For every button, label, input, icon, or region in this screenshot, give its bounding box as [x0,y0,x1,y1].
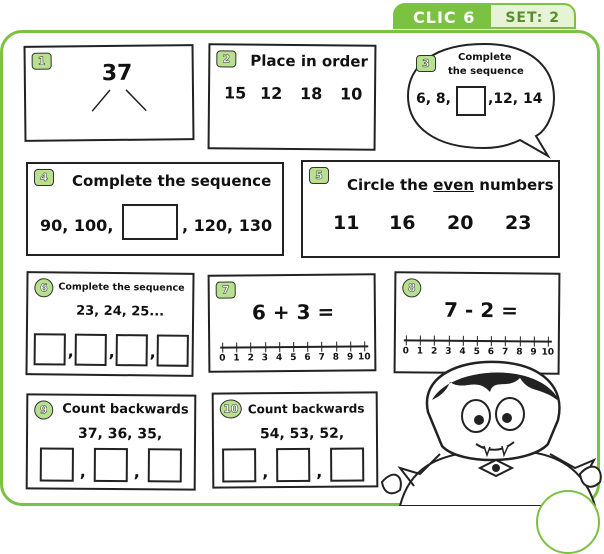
question-6 [25,271,194,377]
comma: , [79,461,86,481]
sequence: 37, 36, 35, [78,425,163,443]
number-line-label: 6 [304,352,311,363]
number-line-label: 2 [247,353,254,364]
number-line-label: 1 [233,353,240,364]
circle-number-3[interactable]: 20 [447,212,474,234]
clic-title: CLIC 6 [393,3,491,29]
header-tabs [393,3,576,29]
corner-circle-decoration [536,490,600,554]
question-number: 5 [309,167,329,184]
equation: 7 - 2 = [444,297,518,323]
number-line-tick [434,336,435,346]
number-line-label: 7 [501,347,509,358]
comma: , [316,461,323,481]
number-line-label: 4 [459,346,466,357]
partition-number: 37 [101,60,133,87]
number-line-label: 4 [275,353,283,364]
number-line-label: 8 [332,352,340,363]
title-even: even [433,176,475,194]
number-line-label: 5 [290,352,297,364]
number-line-tick [364,341,365,351]
answer-box[interactable] [122,204,178,240]
number-line-tick [322,342,323,352]
number-line-tick [477,336,478,346]
number-line-tick [236,342,237,352]
question-title: Count backwards [247,401,365,417]
question-number: 8 [402,278,421,297]
number-line-label: 9 [346,352,354,363]
sequence: 23, 24, 25... [76,303,165,320]
circle-number-2[interactable]: 16 [389,212,416,234]
question-number: 7 [216,281,236,298]
partition-branches [86,87,156,118]
number-line-tick [491,336,492,346]
number-line-tick [519,336,520,346]
number-line-tick [265,342,266,352]
number-line-tick [406,335,407,345]
question-number: 4 [34,169,54,186]
number-line-label: 3 [445,346,452,357]
number-line-tick [336,342,337,352]
answer-box-3[interactable] [330,448,364,482]
number-2: 12 [259,83,283,103]
number-4: 10 [339,84,363,104]
question-number: 6 [34,278,53,297]
question-number: 2 [216,50,236,67]
sequence: 54, 53, 52, [259,425,345,443]
equation: 6 + 3 = [251,299,335,325]
number-line-tick [279,342,280,352]
number-line-label: 6 [487,347,495,358]
answer-box-4[interactable] [157,334,189,366]
question-1 [24,44,195,142]
comma: , [67,341,74,361]
number-line [219,341,371,364]
number-line-tick [420,336,421,346]
number-line-label: 3 [261,353,269,364]
sequence-end: , 120, 130 [182,216,273,235]
number-line-tick [350,341,351,351]
answer-box-1[interactable] [34,333,66,365]
number-line-tick [505,336,506,346]
number-line-label: 0 [219,353,226,364]
number-line-label: 2 [430,346,438,357]
number-line-tick [448,336,449,346]
number-line-tick [293,342,294,352]
title-post: numbers [474,176,554,194]
answer-box[interactable] [456,86,486,116]
number-line-label: 0 [402,346,409,357]
comma: , [133,462,140,482]
question-number-3: 3 [416,55,436,72]
number-line-tick [307,342,308,352]
question-number: 10 [220,399,242,418]
title-pre: Circle the [347,176,434,194]
question-5 [301,160,560,258]
number-3: 18 [299,84,323,104]
answer-box-2[interactable] [94,448,128,482]
number-line-tick [534,336,535,346]
answer-box-1[interactable] [40,448,74,482]
q3-sequence-end: ,12, 14 [488,91,543,107]
question-2 [208,43,377,150]
question-title: Place in order [250,51,368,71]
number-line-tick [222,343,223,353]
number-line-tick [463,336,464,346]
number-line-label: 10 [541,347,555,358]
circle-number-1[interactable]: 11 [333,212,360,234]
q3-title-line2: the sequence [448,66,524,77]
question-number: 9 [34,400,53,419]
number-line-tick [251,342,252,352]
answer-box-3[interactable] [116,334,148,366]
number-line-label: 1 [416,346,424,357]
answer-box-2[interactable] [75,334,107,366]
comma: , [108,341,115,362]
set-label: SET: 2 [491,3,576,29]
question-10 [212,391,379,488]
question-4 [26,162,284,256]
comma: , [262,462,269,482]
question-9 [26,393,197,490]
sequence-start: 90, 100, [40,216,114,235]
number-line-label: 5 [473,346,480,358]
comma: , [149,342,156,362]
number-line-label: 10 [357,352,371,363]
question-number: 1 [32,53,52,70]
answer-box-1[interactable] [222,448,256,482]
question-title: Complete the sequence [72,172,272,190]
number-line-label: 9 [530,347,537,358]
q3-sequence-start: 6, 8, [416,91,451,107]
question-title: Count backwards [62,401,189,418]
vampire-mascot-illustration [380,356,604,506]
q3-title-line1: Complete [458,52,512,63]
circle-number-4[interactable]: 23 [505,212,532,234]
number-line-label: 8 [516,347,523,358]
question-title: Complete the sequence [58,281,185,294]
question-7 [208,273,377,372]
number-line-tick [548,337,549,347]
answer-box-2[interactable] [276,448,310,482]
number-1: 15 [223,83,247,103]
question-title [347,176,554,194]
number-line-label: 7 [318,352,325,363]
answer-box-3[interactable] [148,448,182,482]
